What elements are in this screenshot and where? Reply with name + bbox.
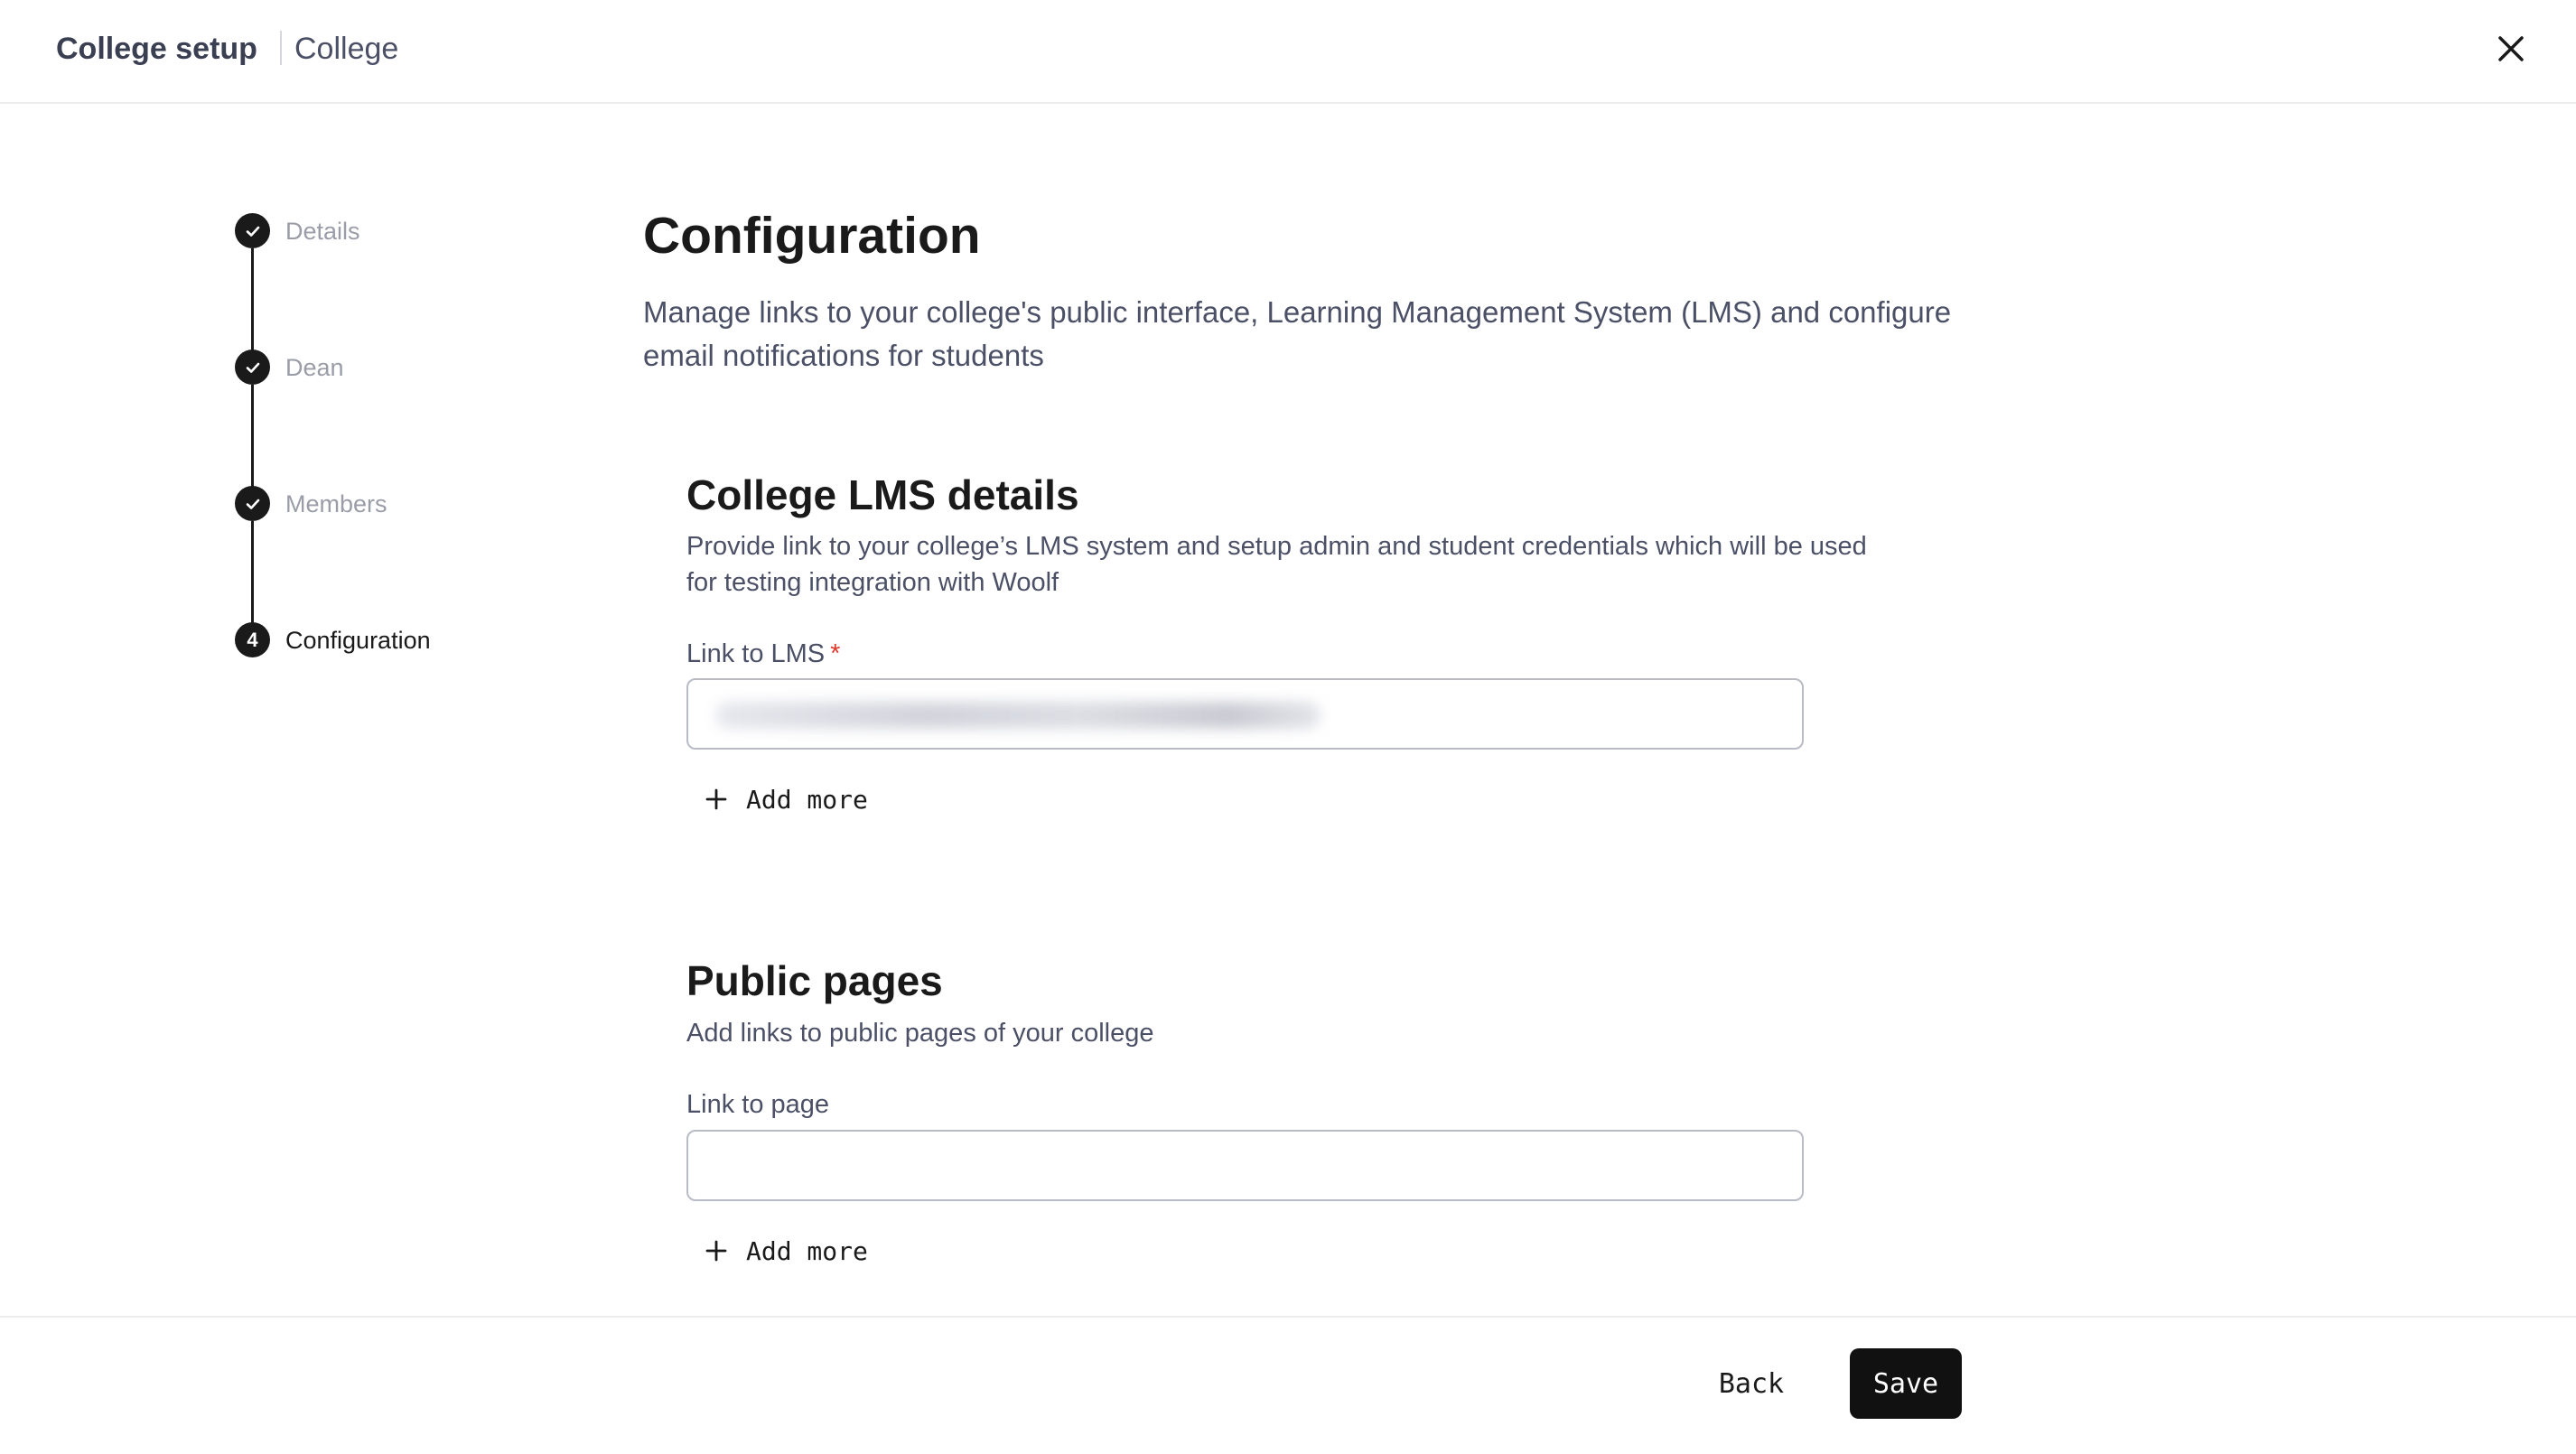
close-icon bbox=[2491, 29, 2531, 69]
plus-icon bbox=[705, 1239, 728, 1263]
public-pages-description: Add links to public pages of your college bbox=[686, 1019, 1154, 1048]
lms-link-input[interactable] bbox=[686, 678, 1804, 750]
step-connector bbox=[251, 385, 254, 502]
step-dean-check-icon bbox=[235, 350, 270, 385]
step-connector bbox=[251, 521, 254, 638]
step-members[interactable]: Members bbox=[285, 490, 387, 517]
page-link-input[interactable] bbox=[686, 1130, 1804, 1201]
step-dean[interactable]: Dean bbox=[285, 354, 344, 381]
step-configuration-number: 4 bbox=[235, 622, 270, 657]
plus-icon bbox=[705, 788, 728, 811]
public-pages-title: Public pages bbox=[686, 957, 943, 1004]
top-bar bbox=[0, 0, 2576, 104]
lms-section-description: Provide link to your college’s LMS system and setup admin and student credentials which will be used for testing integration with Woolf bbox=[686, 532, 1867, 597]
breadcrumb-primary[interactable]: College setup bbox=[56, 32, 257, 66]
lms-add-more-button[interactable] bbox=[705, 779, 868, 819]
breadcrumb-separator bbox=[280, 31, 282, 65]
back-button[interactable]: Back bbox=[1698, 1348, 1805, 1419]
step-connector bbox=[251, 248, 254, 366]
footer-bar bbox=[0, 1316, 2576, 1454]
required-marker: * bbox=[830, 639, 841, 668]
step-members-check-icon bbox=[235, 486, 270, 521]
lms-link-label-text: Link to LMS bbox=[686, 639, 826, 668]
step-details[interactable]: Details bbox=[285, 218, 360, 245]
page-link-label: Link to page bbox=[686, 1090, 830, 1119]
lms-section-title: College LMS details bbox=[686, 471, 1079, 518]
breadcrumb-secondary: College bbox=[294, 32, 399, 66]
lms-link-redacted-value bbox=[715, 702, 1321, 729]
public-add-more-label: Add more bbox=[746, 1235, 868, 1266]
lms-link-label bbox=[686, 637, 840, 671]
page-description: Manage links to your college's public interface, Learning Management System (LMS) and configure email notifications for students bbox=[643, 295, 1952, 372]
step-details-check-icon bbox=[235, 213, 270, 248]
lms-add-more-label: Add more bbox=[746, 784, 868, 815]
close-button[interactable] bbox=[2491, 29, 2531, 69]
step-configuration[interactable]: Configuration bbox=[285, 627, 431, 654]
page-title: Configuration bbox=[643, 207, 981, 265]
save-button[interactable]: Save bbox=[1850, 1348, 1962, 1419]
public-add-more-button[interactable] bbox=[705, 1231, 868, 1271]
